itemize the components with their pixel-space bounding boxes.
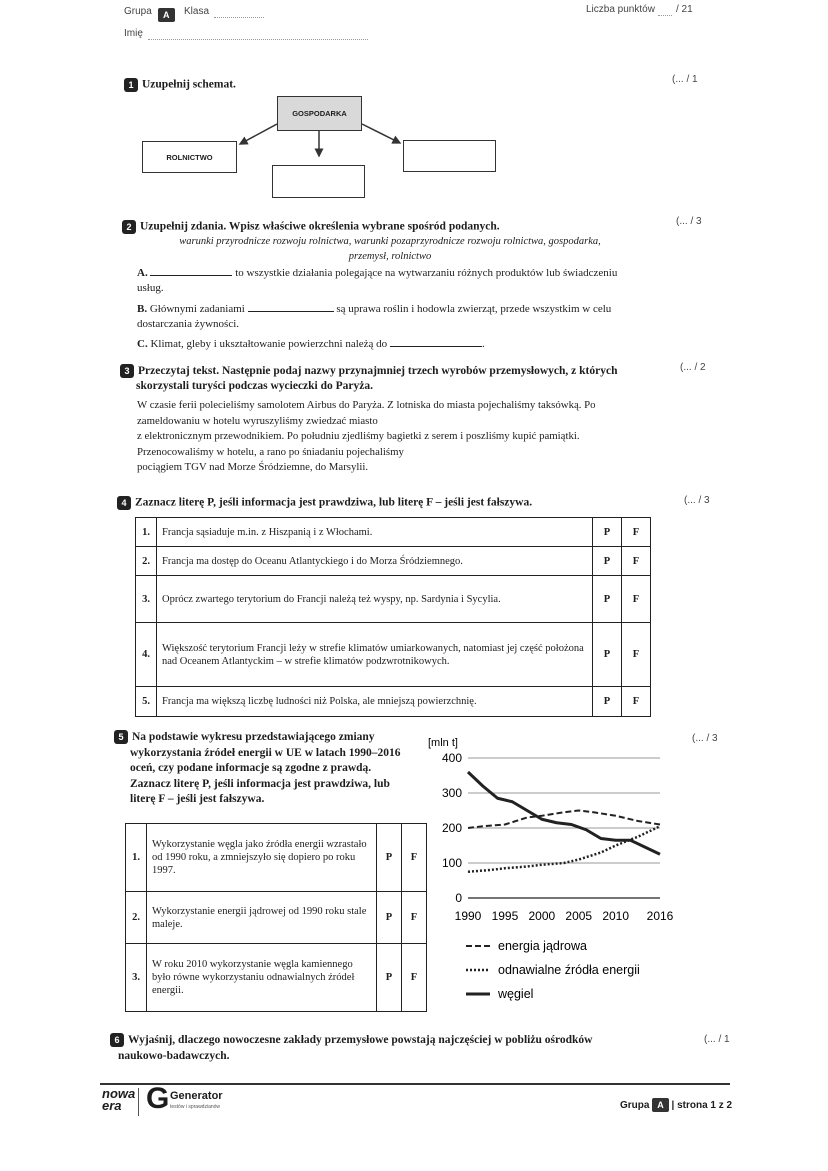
x-tick-label: 2000 [528, 909, 556, 923]
option-f[interactable]: F [402, 824, 427, 892]
option-p[interactable]: P [377, 944, 402, 1012]
x-tick-label: 1990 [454, 909, 482, 923]
task2-sentence-b: B. Głównymi zadaniami są uprawa roślin i hodowla zwierząt, przede wszystkim w celu dostarczania żywności. [137, 303, 612, 330]
blank-c[interactable] [390, 346, 482, 347]
option-f[interactable]: F [622, 687, 651, 717]
option-f[interactable]: F [402, 944, 427, 1012]
group-label: Grupa [124, 6, 152, 17]
table-row: 2. Francja ma dostęp do Oceanu Atlantyckiego i do Morza Śródziemnego. P F [136, 547, 651, 576]
schema-box-left: ROLNICTWO [142, 141, 237, 173]
logo-separator [138, 1088, 139, 1116]
task2-sentence-c: C. Klimat, gleby i ukształtowanie powierzchni należą do . [137, 338, 485, 350]
task3-title: 3 Przeczytaj tekst. Następnie podaj nazwy przynajmniej trzech wyrobów przemysłowych, z których skorzystali turyści podczas wycieczki do Paryża. [120, 364, 660, 394]
option-p[interactable]: P [377, 892, 402, 944]
generator-icon: G [146, 1082, 170, 1115]
y-tick-label: 100 [441, 856, 462, 870]
y-tick-label: 300 [441, 786, 462, 800]
option-f[interactable]: F [622, 547, 651, 576]
points-label: Liczba punktów [586, 4, 655, 15]
y-tick-label: 200 [441, 821, 462, 835]
x-tick-label: 2016 [646, 909, 674, 923]
footer-page-info: Grupa A | strona 1 z 2 [620, 1100, 733, 1111]
option-p[interactable]: P [593, 687, 622, 717]
task6-title: 6 Wyjaśnij, dlaczego nowoczesne zakłady przemysłowe powstają najczęściej w pobliżu ośrodków naukowo-badawczych. [110, 1033, 690, 1064]
option-p[interactable]: P [593, 576, 622, 623]
generator-subtitle: testów i sprawdzianów [170, 1104, 221, 1110]
task1-points: (... / 1 [672, 74, 698, 85]
task2-options-2: przemysł, rolnictwo [348, 251, 432, 262]
task6-points: (... / 1 [704, 1034, 730, 1045]
y-tick-label: 0 [455, 891, 462, 905]
schema-arrows [0, 0, 828, 220]
x-tick-label: 1995 [491, 909, 519, 923]
table-row: 3. W roku 2010 wykorzystanie węgla kamiennego było równe wykorzystaniu odnawialnych źródeł energii. P F [126, 944, 427, 1012]
series-line-dotted [468, 826, 660, 872]
option-f[interactable]: F [402, 892, 427, 944]
points-total: / 21 [676, 4, 693, 15]
task5-title: 5 Na podstawie wykresu przedstawiającego zmiany wykorzystania źródeł energii w UE w latach 1990–2016 oceń, czy podane informacje są zgodne z prawdą. Zaznacz literę P, jeśli informacja jest prawdziwa, lub literę F – jeśli jest fałszywa. [114, 730, 424, 808]
blank-b[interactable] [248, 311, 334, 312]
option-f[interactable]: F [622, 576, 651, 623]
legend-label: odnawialne źródła energii [498, 963, 640, 977]
task3-text: W czasie ferii polecieliśmy samolotem Airbus do Paryża. Z lotniska do miasta pojechaliśmy taksówką. Po zameldowaniu w hotelu wyruszyliśmy zwiedzać miasto z elektronicznym przewodnikiem. Po południu zjedliśmy bagietki z serem i poszliśmy kupić pamiątki. Przenocowaliśmy w hotelu, a rano po śniadaniu pojechaliśmy pociągiem TGV nad Morze Śródziemne, do Marsylii. [137, 399, 596, 473]
option-f[interactable]: F [622, 623, 651, 687]
table-row: 5. Francja ma większą liczbę ludności niż Polska, ale mniejszą powierzchnię. P F [136, 687, 651, 717]
table-row: 2. Wykorzystanie energii jądrowej od 1990 roku stale maleje. P F [126, 892, 427, 944]
task5-table [125, 823, 427, 1012]
arrow-left [240, 124, 277, 144]
task2-points: (... / 3 [676, 216, 702, 227]
x-tick-label: 2005 [565, 909, 593, 923]
nowa-era-logo: nowa era [102, 1086, 136, 1113]
task3-points: (... / 2 [680, 362, 706, 373]
option-f[interactable]: F [622, 518, 651, 547]
blank-a[interactable] [150, 275, 232, 276]
task4-points: (... / 3 [684, 495, 710, 506]
group-badge: A [158, 5, 175, 23]
option-p[interactable]: P [593, 623, 622, 687]
x-tick-label: 2010 [602, 909, 630, 923]
series-line-solid [468, 772, 660, 854]
task2-sentence-a: A. to wszystkie działania polegające na wytwarzaniu różnych produktów lub świadczeniu usług. [137, 267, 618, 294]
y-tick-label: 400 [441, 751, 462, 765]
class-label: Klasa [184, 6, 210, 17]
generator-title: Generator [170, 1090, 223, 1102]
y-axis-label: [mln t] [428, 737, 458, 749]
option-p[interactable]: P [377, 824, 402, 892]
table-row: 1. Francja sąsiaduje m.in. z Hiszpanią i z Włochami. P F [136, 518, 651, 547]
task2-title: 2 Uzupełnij zdania. Wpisz właściwe określenia wybrane spośród podanych. [122, 220, 500, 234]
task4-table [135, 517, 651, 717]
energy-chart [420, 728, 690, 1020]
option-p[interactable]: P [593, 518, 622, 547]
legend-label: energia jądrowa [498, 939, 587, 953]
schema-box-center: GOSPODARKA [277, 96, 362, 131]
table-row: 1. Wykorzystanie węgla jako źródła energii wzrastało od 1990 roku, a zmniejszyło się dopiero po roku 1997. P F [126, 824, 427, 892]
task2-options-1: warunki przyrodnicze rozwoju rolnictwa, warunki pozaprzyrodnicze rozwoju rolnictwa, gospodarka, [179, 236, 601, 247]
arrow-right [362, 124, 400, 143]
task5-points: (... / 3 [692, 733, 718, 744]
option-p[interactable]: P [593, 547, 622, 576]
task1-title: 1 Uzupełnij schemat. [124, 78, 236, 92]
table-row: 3. Oprócz zwartego terytorium do Francji należą też wyspy, np. Sardynia i Sycylia. P F [136, 576, 651, 623]
series-line-dashed [468, 811, 660, 829]
task4-title: 4 Zaznacz literę P, jeśli informacja jest prawdziwa, lub literę F – jeśli jest fałszywa. [117, 496, 532, 510]
name-label: Imię [124, 28, 143, 39]
legend-label: węgiel [498, 987, 534, 1001]
table-row: 4. Większość terytorium Francji leży w strefie klimatów umiarkowanych, natomiast jej część położona nad Oceanem Atlantyckim – w strefie klimatów podzwrotnikowych. P F [136, 623, 651, 687]
footer-divider [100, 1083, 730, 1085]
